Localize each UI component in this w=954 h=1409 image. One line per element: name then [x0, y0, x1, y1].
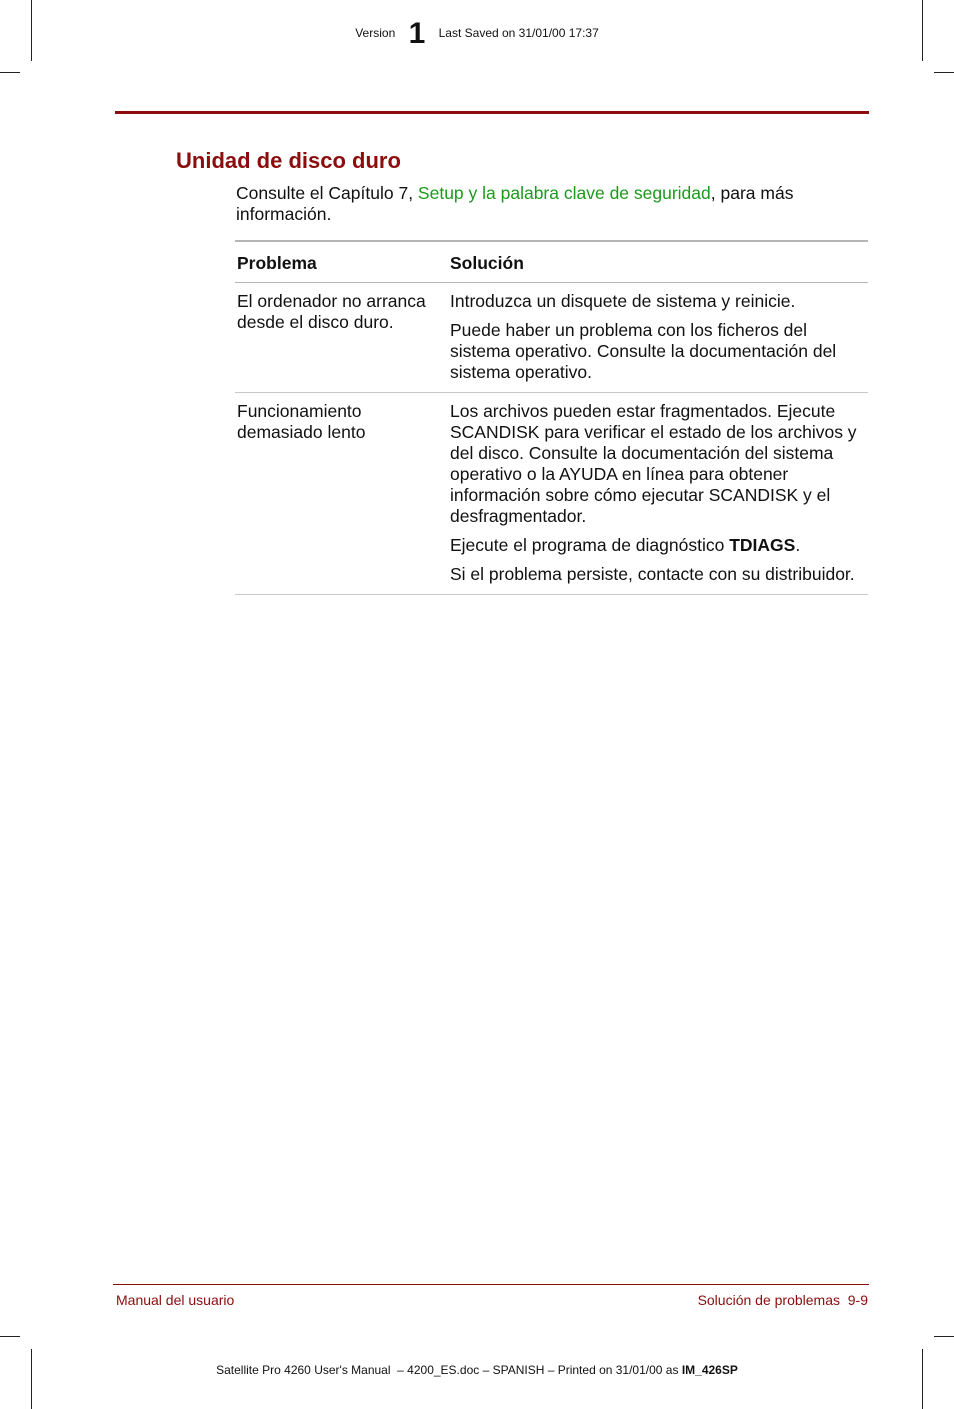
print-code: IM_426SP [681, 1363, 738, 1377]
intro-text: Consulte el Capítulo 7, [236, 183, 418, 203]
solution-text: Los archivos pueden estar fragmentados. Ejecute SCANDISK para verificar el estado de los archivos y del disco. Consulte la documentación del sistema operativo o la AYUDA en línea para obtener información sobre cómo ejecutar SCANDISK y el desfragmentador. [450, 401, 857, 526]
tdiags-command: TDIAGS [729, 535, 796, 555]
print-info-text: Satellite Pro 4260 User's Manual – 4200_ES.doc – SPANISH – Printed on 31/01/00 as [216, 1363, 682, 1377]
tdiags-suffix: . [795, 535, 801, 555]
crop-mark [922, 1349, 923, 1409]
document-header [0, 17, 954, 51]
header-rule [115, 111, 869, 114]
crop-mark [934, 1336, 954, 1337]
solution-text [450, 535, 866, 556]
version-number: 1 [408, 17, 426, 50]
version-label: Version [355, 26, 396, 40]
header-solution: Solución [448, 241, 868, 283]
last-saved: Last Saved on 31/01/00 17:37 [438, 26, 599, 40]
table-row [235, 283, 868, 393]
crop-mark [0, 72, 20, 73]
solution-text: Introduzca un disquete de sistema y reinicie. [450, 291, 796, 311]
print-info [0, 1363, 954, 1377]
crop-mark [934, 72, 954, 73]
problem-cell: Funcionamiento demasiado lento [235, 393, 448, 595]
footer-manual-title: Manual del usuario [116, 1292, 235, 1308]
section-title: Unidad de disco duro [176, 148, 401, 173]
crop-mark [31, 1349, 32, 1409]
table-row [235, 393, 868, 595]
intro-paragraph [236, 183, 866, 225]
header-problem: Problema [235, 241, 448, 283]
table-header-row [235, 241, 868, 283]
solution-text: Si el problema persiste, contacte con su distribuidor. [450, 564, 855, 584]
solution-text: Puede haber un problema con los ficheros del sistema operativo. Consulte la documentación del sistema operativo. [450, 320, 837, 382]
troubleshooting-table [235, 240, 868, 595]
intro-text-end: , para más información. [236, 183, 794, 224]
crop-mark [0, 1336, 20, 1337]
problem-cell: El ordenador no arranca desde el disco duro. [235, 283, 448, 393]
footer-page-info: Solución de problemas 9-9 [697, 1292, 868, 1308]
tdiags-prefix: Ejecute el programa de diagnóstico [450, 535, 730, 555]
solution-cell [448, 283, 868, 393]
chapter-link[interactable]: Setup y la palabra clave de seguridad [417, 183, 711, 203]
solution-cell [448, 393, 868, 595]
footer-rule [113, 1284, 869, 1285]
